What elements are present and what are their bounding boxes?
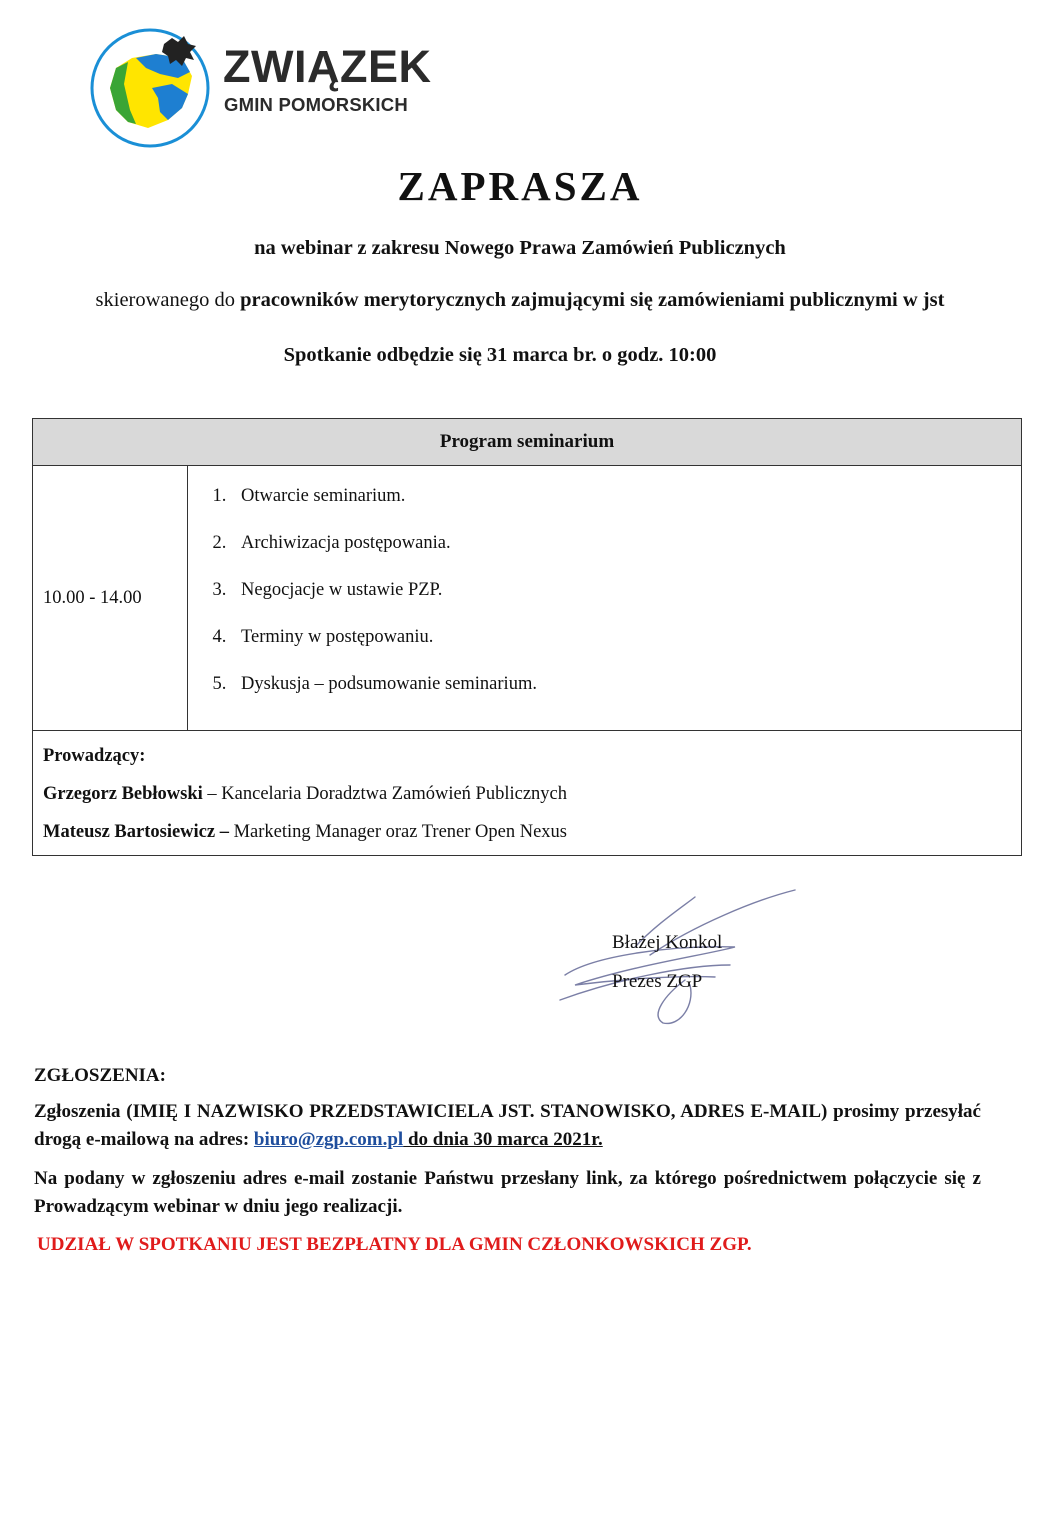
handwritten-signature-icon — [555, 885, 800, 1030]
registration-instructions — [34, 1098, 981, 1154]
logo-subtitle: GMIN POMORSKICH — [224, 94, 408, 115]
leader-row — [43, 813, 1021, 851]
agenda-list — [188, 483, 1021, 718]
agenda-item: 2. Archiwizacja postępowania. — [231, 530, 1021, 577]
program-items-cell — [188, 466, 1022, 731]
audience-target: pracowników merytorycznych zajmującymi się zamówieniami publicznymi w jst — [240, 289, 945, 311]
leader-row — [43, 775, 1021, 813]
logo — [88, 24, 433, 154]
registration-text: Zgłoszenia (IMIĘ I NAZWISKO PRZEDSTAWICIELA JST. STANOWISKO, ADRES E-MAIL) prosimy przesyłać drogą e-mailową na adres: — [34, 1101, 981, 1150]
leaders-cell — [33, 731, 1022, 856]
program-time: 10.00 - 14.00 — [33, 466, 188, 731]
agenda-item: 4. Terminy w postępowaniu. — [231, 624, 1021, 671]
subtitle-audience — [0, 289, 1040, 312]
agenda-item: 5. Dyskusja – podsumowanie seminarium. — [231, 671, 1021, 718]
free-participation-notice: UDZIAŁ W SPOTKANIU JEST BEZPŁATNY DLA GMIN CZŁONKOWSKICH ZGP. — [37, 1234, 752, 1255]
leader-name: Mateusz Bartosiewicz – — [43, 822, 229, 842]
leader-sep: – — [202, 784, 222, 804]
page-title: ZAPRASZA — [397, 163, 643, 209]
agenda-item: 1. Otwarcie seminarium. — [231, 483, 1021, 530]
signatory-name: Błażej Konkol — [612, 932, 723, 953]
leader-role: Kancelaria Doradztwa Zamówień Publicznych — [221, 784, 567, 804]
leader-role: Marketing Manager oraz Trener Open Nexus — [233, 822, 568, 842]
leaders-label: Prowadzący: — [43, 746, 146, 766]
audience-prefix: skierowanego do — [95, 289, 236, 311]
email-link[interactable]: biuro@zgp.com.pl — [253, 1129, 404, 1150]
registration-deadline: do dnia 30 marca 2021r. — [403, 1129, 603, 1150]
leader-name: Grzegorz Bebłowski — [43, 784, 203, 804]
agenda-item: 3. Negocjacje w ustawie PZP. — [231, 577, 1021, 624]
registration-heading: ZGŁOSZENIA: — [34, 1065, 166, 1086]
signatory-role: Prezes ZGP — [612, 971, 703, 992]
subtitle-webinar: na webinar z zakresu Nowego Prawa Zamówień Publicznych — [254, 237, 786, 259]
meeting-date: Spotkanie odbędzie się 31 marca br. o godz. 10:00 — [283, 344, 717, 366]
program-table — [32, 418, 1022, 856]
program-heading: Program seminarium — [33, 419, 1022, 466]
registration-link-info: Na podany w zgłoszeniu adres e-mail zostanie Państwu przesłany link, za którego pośrednictwem połączycie się z Prowadzącym webinar w dniu jego realizacji. — [34, 1168, 981, 1217]
griffin-map-icon — [88, 24, 218, 154]
logo-name: ZWIĄZEK — [223, 41, 432, 92]
